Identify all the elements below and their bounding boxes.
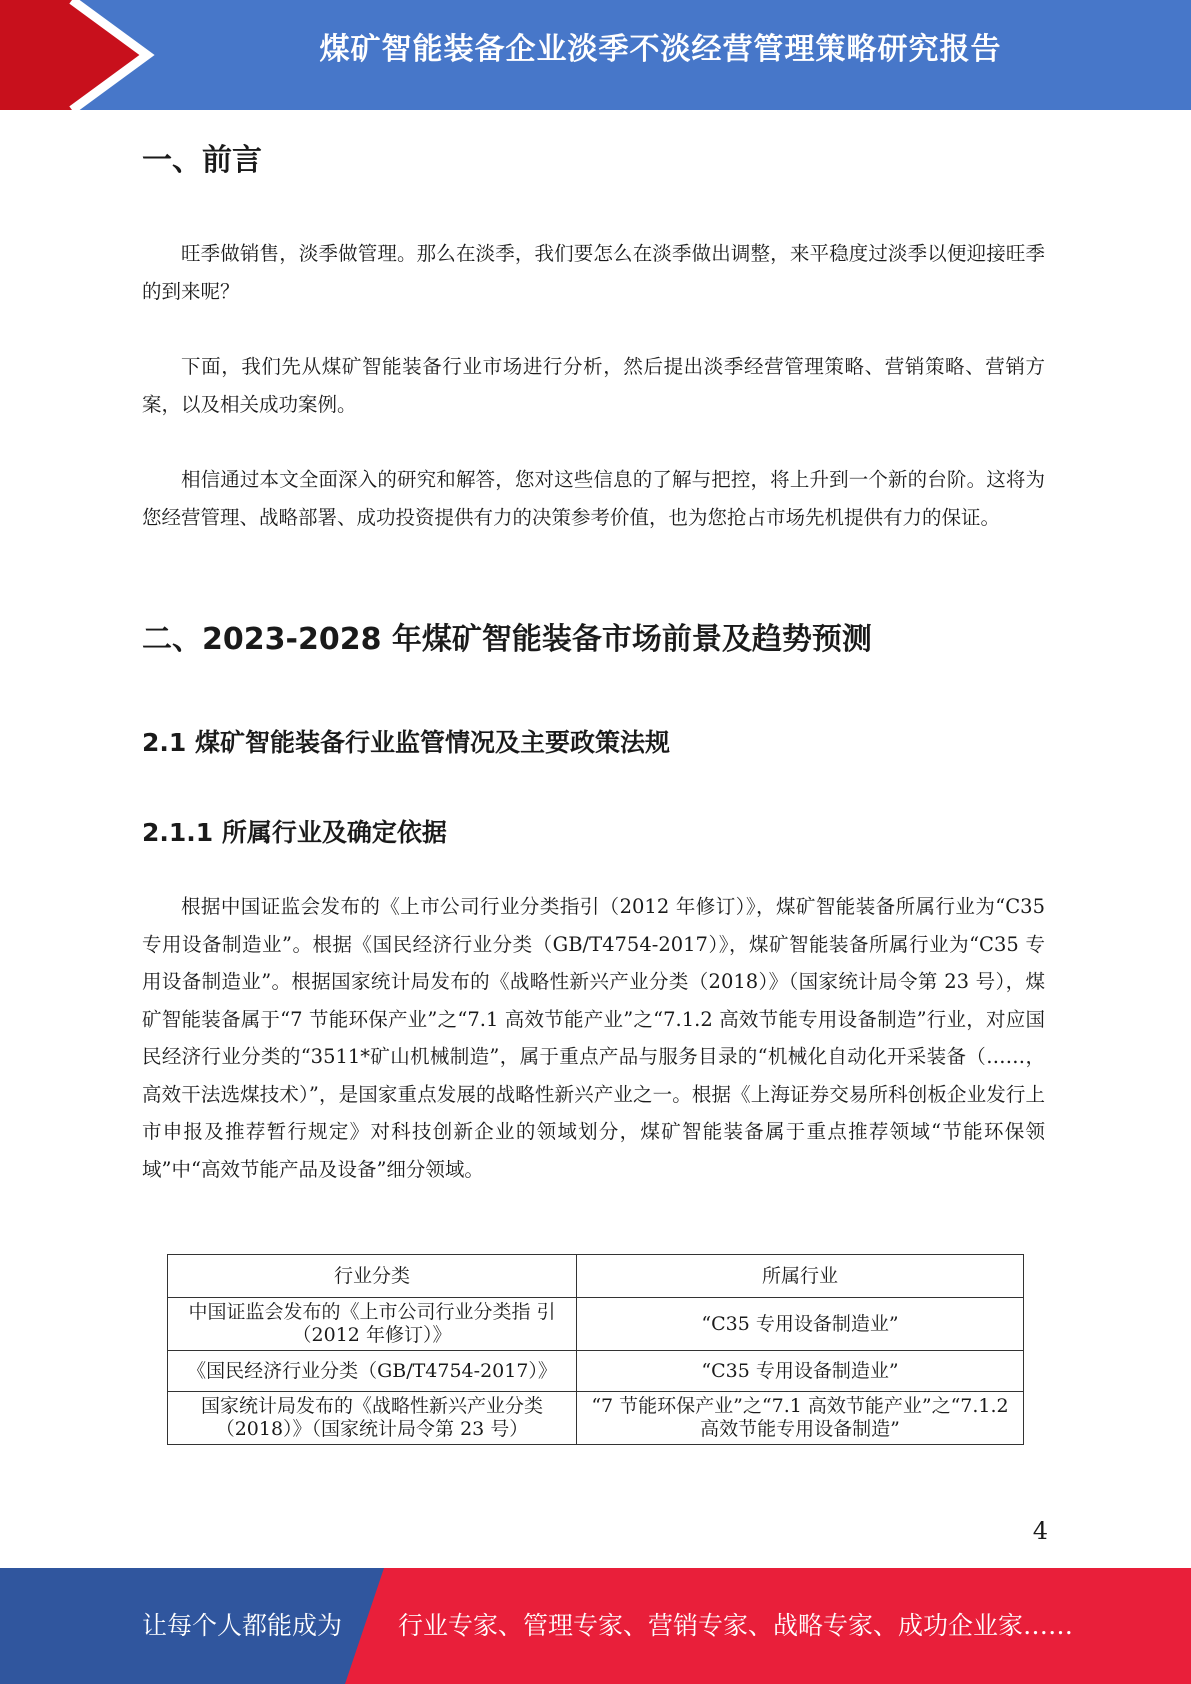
table-row	[168, 1392, 1024, 1445]
header-title: 煤矿智能装备企业淡季不淡经营管理策略研究报告	[319, 32, 1002, 67]
page-footer	[0, 1568, 1191, 1684]
table-header-cell: 行业分类	[168, 1255, 577, 1298]
subsection-heading-regulation: 2.1 煤矿智能装备行业监管情况及主要政策法规	[142, 728, 670, 757]
paragraph-2: 下面，我们先从煤矿智能装备行业市场进行分析，然后提出淡季经营管理策略、营销策略、营销方案，以及相关成功案例。	[142, 355, 1045, 416]
paragraph-3: 相信通过本文全面深入的研究和解答，您对这些信息的了解与把控，将上升到一个新的台阶。这将为您经营管理、战略部署、成功投资提供有力的决策参考价值，也为您抢占市场先机提供有力的保证。	[142, 468, 1045, 529]
paragraph-1: 旺季做销售，淡季做管理。那么在淡季，我们要怎么在淡季做出调整，来平稳度过淡季以便迎接旺季的到来呢？	[142, 242, 1045, 303]
table-header-cell: 所属行业	[577, 1255, 1024, 1298]
subsection-heading-industry-basis: 2.1.1 所属行业及确定依据	[142, 818, 447, 847]
section-heading-market-forecast: 二、2023-2028 年煤矿智能装备市场前景及趋势预测	[142, 622, 872, 657]
footer-slogan-left: 让每个人都能成为	[142, 1611, 343, 1640]
section-heading-preface: 一、前言	[142, 143, 262, 178]
table-cell: 中国证监会发布的《上市公司行业分类指 引（2012 年修订）》	[168, 1298, 577, 1351]
footer-slogan-right: 行业专家、管理专家、营销专家、战略专家、成功企业家……	[398, 1611, 1074, 1640]
table-header-row	[168, 1255, 1024, 1298]
table-cell: “7 节能环保产业”之“7.1 高效节能产业”之“7.1.2 高效节能专用设备制造”	[577, 1392, 1024, 1445]
table-row	[168, 1351, 1024, 1392]
table-cell: “C35 专用设备制造业”	[577, 1351, 1024, 1392]
industry-classification-table	[167, 1254, 1024, 1445]
table-cell: 国家统计局发布的《战略性新兴产业分类（2018）》（国家统计局令第 23 号）	[168, 1392, 577, 1445]
page-number: 4	[1032, 1517, 1048, 1545]
paragraph-4: 根据中国证监会发布的《上市公司行业分类指引（2012 年修订）》，煤矿智能装备所属行业为“C35 专用设备制造业”。根据《国民经济行业分类（GB/T4754-2017）》，煤矿智能装备所属行业为“C35 专用设备制造业”。根据国家统计局发布的《战略性新兴产业分类（2018）》（国家统计局令第 23 号），煤矿智能装备属于“7 节能环保产业”之“7.1 高效节能产业”之“7.1.2 高效节能专用设备制造”行业，对应国民经济行业分类的“3511*矿山机械制造”，属于重点产品与服务目录的“机械化自动化开采装备（……，高效干法选煤技术）”，是国家重点发展的战略性新兴产业之一。根据《上海证券交易所科创板企业发行上市申报及推荐暂行规定》对科技创新企业的领域划分，煤矿智能装备属于重点推荐领域“节能环保领域”中“高效节能产品及设备”细分领域。	[142, 895, 1045, 1181]
table-cell: 《国民经济行业分类（GB/T4754-2017）》	[168, 1351, 577, 1392]
table-cell: “C35 专用设备制造业”	[577, 1298, 1024, 1351]
table-row	[168, 1298, 1024, 1351]
page-header	[0, 0, 1191, 110]
